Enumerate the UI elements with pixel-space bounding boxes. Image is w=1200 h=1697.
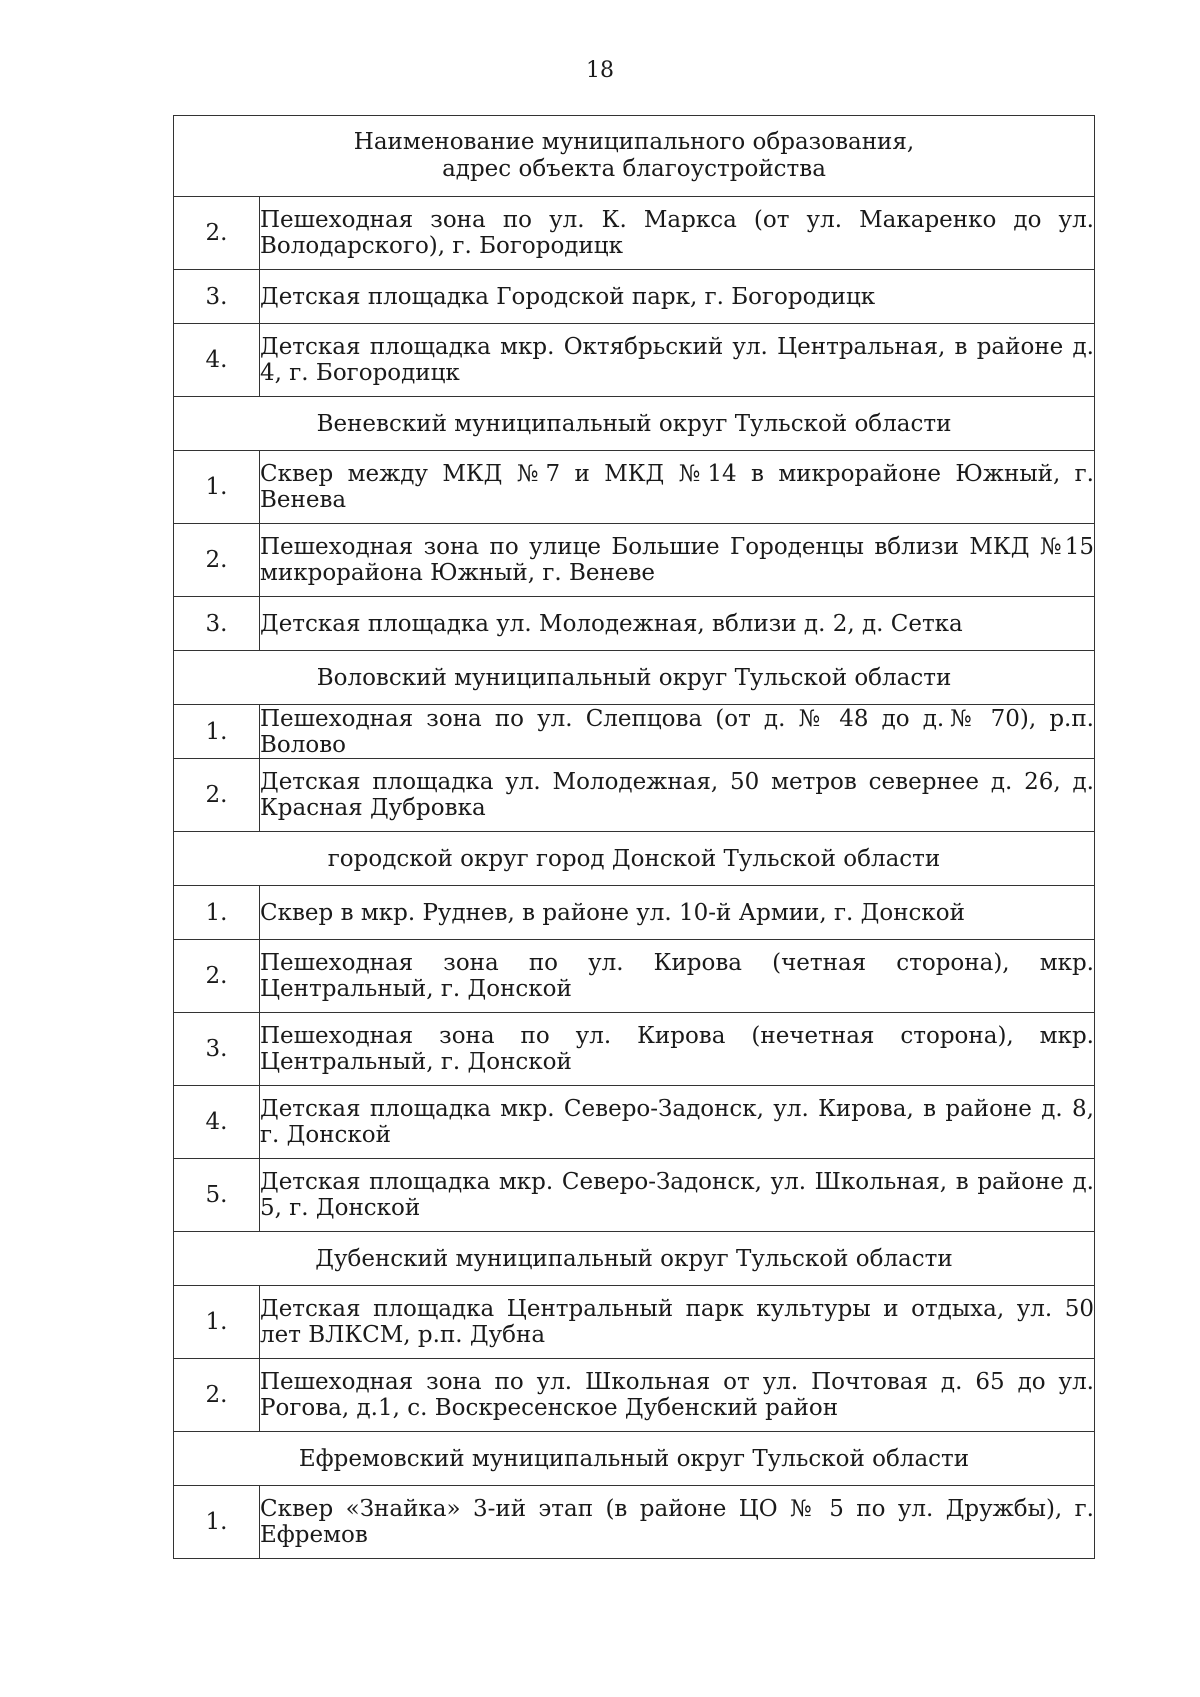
table-row bbox=[174, 524, 1095, 597]
object-address: Пешеходная зона по ул. Слепцова (от д. № 48 до д.№ 70), р.п. Волово bbox=[260, 705, 1094, 758]
object-address: Пешеходная зона по ул. Кирова (нечетная сторона), мкр. Центральный, г. Донской bbox=[260, 1013, 1095, 1086]
table-row bbox=[174, 1486, 1095, 1559]
object-address: Детская площадка мкр. Октябрьский ул. Центральная, в районе д. 4, г. Богородицк bbox=[260, 324, 1095, 397]
object-address: Сквер между МКД №7 и МКД №14 в микрорайоне Южный, г. Венева bbox=[260, 451, 1095, 524]
section-row bbox=[174, 1232, 1095, 1286]
table-row bbox=[174, 1013, 1095, 1086]
table-header-line-1: Наименование муниципального образования, bbox=[353, 129, 915, 155]
row-number: 2. bbox=[174, 524, 260, 597]
object-address: Сквер в мкр. Руднев, в районе ул. 10-й Армии, г. Донской bbox=[260, 886, 1095, 940]
section-title: городской округ город Донской Тульской области bbox=[174, 832, 1095, 886]
row-number: 3. bbox=[174, 1013, 260, 1086]
object-address: Детская площадка мкр. Северо-Задонск, ул. Кирова, в районе д. 8, г. Донской bbox=[260, 1086, 1095, 1159]
row-number: 4. bbox=[174, 324, 260, 397]
section-row bbox=[174, 832, 1095, 886]
page-number: 18 bbox=[586, 58, 614, 83]
table-header-row bbox=[174, 116, 1095, 197]
table-header bbox=[174, 116, 1095, 197]
row-number: 3. bbox=[174, 597, 260, 651]
row-number: 1. bbox=[174, 886, 260, 940]
object-address: Детская площадка Центральный парк культуры и отдыха, ул. 50 лет ВЛКСМ, р.п. Дубна bbox=[260, 1286, 1095, 1359]
table-row bbox=[174, 597, 1095, 651]
object-address: Детская площадка ул. Молодежная, 50 метров севернее д. 26, д. Красная Дубровка bbox=[260, 759, 1095, 832]
table-row bbox=[174, 940, 1095, 1013]
section-title: Дубенский муниципальный округ Тульской области bbox=[174, 1232, 1095, 1286]
row-number: 2. bbox=[174, 940, 260, 1013]
section-row bbox=[174, 651, 1095, 705]
row-number: 1. bbox=[174, 705, 260, 759]
row-number: 2. bbox=[174, 759, 260, 832]
section-title: Ефремовский муниципальный округ Тульской области bbox=[174, 1432, 1095, 1486]
row-number: 3. bbox=[174, 270, 260, 324]
section-row bbox=[174, 1432, 1095, 1486]
object-address: Пешеходная зона по ул. Кирова (четная сторона), мкр. Центральный, г. Донской bbox=[260, 940, 1095, 1013]
object-address: Детская площадка мкр. Северо-Задонск, ул. Школьная, в районе д. 5, г. Донской bbox=[260, 1159, 1095, 1232]
table-row bbox=[174, 1086, 1095, 1159]
table-row bbox=[174, 886, 1095, 940]
objects-table bbox=[173, 115, 1095, 1559]
table-row bbox=[174, 1159, 1095, 1232]
table-body bbox=[174, 197, 1095, 1559]
object-address: Детская площадка Городской парк, г. Богородицк bbox=[260, 270, 1095, 324]
row-number: 4. bbox=[174, 1086, 260, 1159]
section-row bbox=[174, 397, 1095, 451]
row-number: 2. bbox=[174, 197, 260, 270]
table-row bbox=[174, 451, 1095, 524]
table-row bbox=[174, 759, 1095, 832]
row-number: 1. bbox=[174, 451, 260, 524]
object-address: Детская площадка ул. Молодежная, вблизи д. 2, д. Сетка bbox=[260, 597, 1095, 651]
object-address: Пешеходная зона по улице Большие Городенцы вблизи МКД №15 микрорайона Южный, г. Веневе bbox=[260, 524, 1095, 597]
object-address: Пешеходная зона по ул. Школьная от ул. Почтовая д. 65 до ул. Рогова, д.1, с. Воскресенское Дубенский район bbox=[260, 1359, 1095, 1432]
row-number: 5. bbox=[174, 1159, 260, 1232]
object-address: Сквер «Знайка» 3-ий этап (в районе ЦО № 5 по ул. Дружбы), г. Ефремов bbox=[260, 1486, 1095, 1559]
object-address: Пешеходная зона по ул. К. Маркса (от ул. Макаренко до ул. Володарского), г. Богородицк bbox=[260, 197, 1095, 270]
table-header-line-2: адрес объекта благоустройства bbox=[442, 156, 826, 182]
section-title: Воловский муниципальный округ Тульской области bbox=[174, 651, 1095, 705]
table-row bbox=[174, 324, 1095, 397]
table-row bbox=[174, 270, 1095, 324]
section-title: Веневский муниципальный округ Тульской области bbox=[174, 397, 1095, 451]
table-row bbox=[174, 197, 1095, 270]
table-row bbox=[174, 705, 1095, 759]
table-row bbox=[174, 1286, 1095, 1359]
row-number: 1. bbox=[174, 1286, 260, 1359]
table-row bbox=[174, 1359, 1095, 1432]
row-number: 1. bbox=[174, 1486, 260, 1559]
row-number: 2. bbox=[174, 1359, 260, 1432]
